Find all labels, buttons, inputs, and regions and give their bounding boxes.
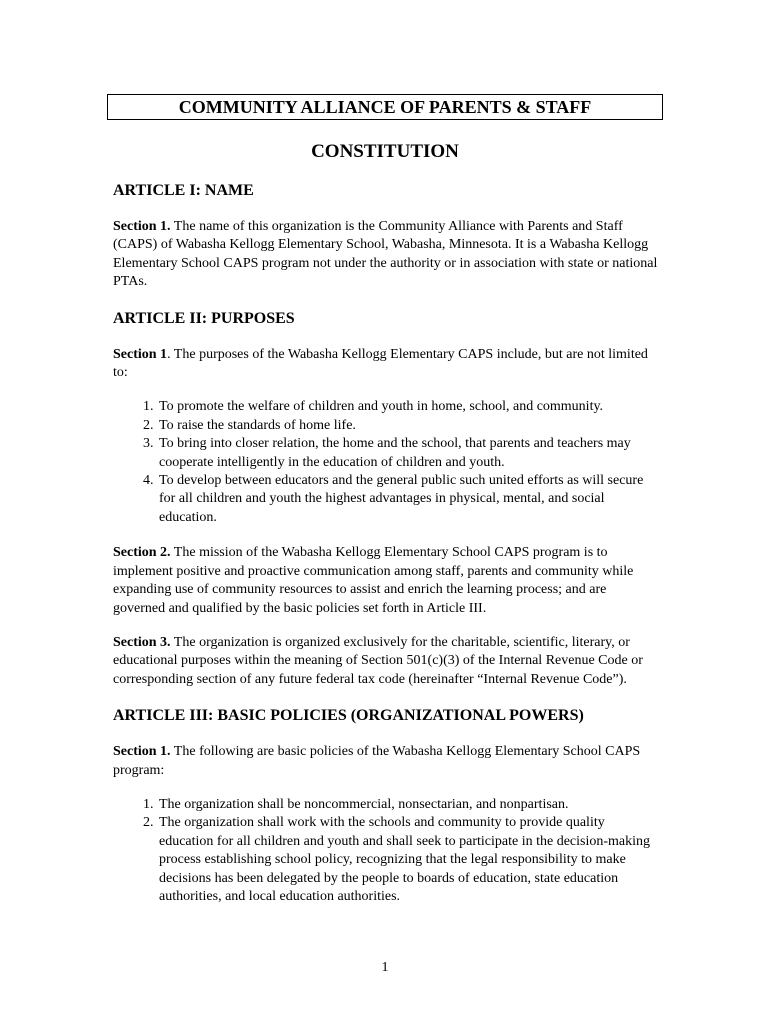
list-item: 3. To bring into closer relation, the home and the school, that parents and teachers may cooperate intelligently in the education of children and youth. bbox=[157, 435, 658, 472]
article-1 bbox=[113, 180, 658, 292]
article-3-heading: ARTICLE III: BASIC POLICIES (ORGANIZATIONAL POWERS) bbox=[113, 707, 584, 725]
policies-list bbox=[113, 796, 658, 906]
section-text: The mission of the Wabasha Kellogg Elementary School CAPS program is to implement positive and proactive communication among staff, parents and community while expanding use of community resources to assist and enrich the learning process; and are governed and qualified by the basic policies set forth in Article III. bbox=[113, 545, 634, 616]
article-3 bbox=[113, 705, 658, 906]
article-2-heading: ARTICLE II: PURPOSES bbox=[113, 309, 295, 327]
section-label: Section 2. bbox=[113, 545, 171, 561]
section-label: Section 3. bbox=[113, 634, 171, 650]
document-body bbox=[113, 180, 658, 923]
section-text: The following are basic policies of the Wabasha Kellogg Elementary School CAPS program: bbox=[113, 744, 641, 778]
article-3-section-1 bbox=[113, 743, 658, 780]
list-item: 1. The organization shall be noncommercial, nonsectarian, and nonpartisan. bbox=[157, 796, 658, 814]
article-2 bbox=[113, 308, 658, 690]
section-text: . The purposes of the Wabasha Kellogg Elementary CAPS include, but are not limited to: bbox=[113, 346, 648, 381]
article-2-section-3 bbox=[113, 634, 658, 689]
list-item: 2. The organization shall work with the schools and community to provide quality education for all children and youth and shall seek to participate in the decision-making process establishing school policy, recognizing that the legal responsibility to make decisions has been delegated by the people to boards of education, state education authorities, and local education authorities. bbox=[157, 814, 658, 906]
article-1-section-1 bbox=[113, 218, 658, 292]
list-item: 1. To promote the welfare of children and youth in home, school, and community. bbox=[157, 398, 658, 416]
article-2-section-1 bbox=[113, 346, 658, 383]
document-subtitle: CONSTITUTION bbox=[311, 141, 459, 162]
list-item: 4. To develop between educators and the general public such united efforts as will secure for all children and youth the highest advantages in physical, mental, and social education. bbox=[157, 472, 658, 527]
section-text: The organization is organized exclusively for the charitable, scientific, literary, or educational purposes within the meaning of Section 501(c)(3) of the Internal Revenue Code or corresponding section of any future federal tax code (hereinafter “Internal Revenue Code”). bbox=[113, 634, 643, 687]
section-label: Section 1 bbox=[113, 346, 168, 362]
document-title: COMMUNITY ALLIANCE OF PARENTS & STAFF bbox=[107, 94, 663, 120]
section-label: Section 1. bbox=[113, 219, 171, 234]
article-2-section-2 bbox=[113, 544, 658, 618]
list-item: 2. To raise the standards of home life. bbox=[157, 417, 658, 435]
section-label: Section 1. bbox=[113, 744, 171, 760]
page-number: 1 bbox=[381, 960, 389, 975]
purposes-list bbox=[113, 398, 658, 527]
section-text: The name of this organization is the Community Alliance with Parents and Staff (CAPS) of Wabasha Kellogg Elementary School, Wabasha, Minnesota. It is a Wabasha Kellogg Elementary School CAPS program not under the authority or in association with state or national PTAs. bbox=[113, 219, 658, 290]
article-1-heading: ARTICLE I: NAME bbox=[113, 182, 254, 199]
